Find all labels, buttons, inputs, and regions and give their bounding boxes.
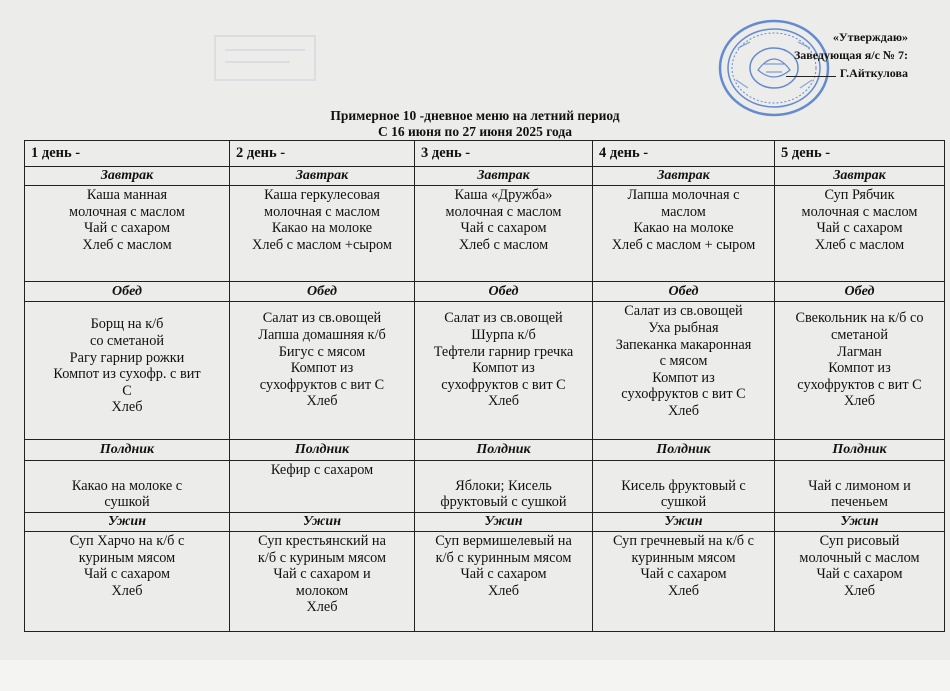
menu-item: Хлеб (487, 393, 520, 410)
lunch-items-row (25, 302, 945, 440)
lunch-label-3: Обед (415, 282, 593, 302)
menu-item: Лагман (837, 343, 882, 360)
snack-label-4: Полдник (593, 440, 775, 460)
menu-item: Чай с сахаром (460, 566, 547, 583)
approver-name: Г.Айткулова (839, 66, 908, 80)
menu-item: сухофруктов с вит С (441, 376, 566, 393)
menu-item: Хлеб (306, 599, 338, 616)
breakfast-items-row (25, 186, 945, 282)
menu-item: сушкой (104, 494, 150, 511)
day-header-1: 1 день - (25, 141, 230, 167)
menu-item: Компот из (290, 360, 354, 377)
snack-items-day-5 (775, 460, 945, 512)
dinner-items-row (25, 531, 945, 631)
menu-item: Свекольник на к/б со (795, 310, 924, 327)
document-title (0, 108, 950, 140)
faded-stamp-icon (210, 28, 320, 88)
menu-item: Лапша молочная с (627, 187, 740, 204)
dinner-label-2: Ужин (230, 512, 415, 531)
menu-item: Хлеб с маслом + сыром (611, 236, 756, 253)
dinner-label-5: Ужин (775, 512, 945, 531)
menu-item: Суп Рябчик (824, 187, 895, 204)
menu-item: Кефир с сахаром (270, 461, 374, 478)
breakfast-items-day-5 (775, 186, 945, 282)
menu-item: Хлеб (111, 399, 143, 416)
breakfast-label-1: Завтрак (25, 167, 230, 186)
approval-block (786, 28, 908, 82)
menu-item: молочный с маслом (799, 549, 920, 566)
menu-item: Суп крестьянский на (258, 532, 386, 549)
menu-item: Хлеб (843, 582, 876, 599)
menu-item: Хлеб с маслом (458, 236, 549, 253)
menu-item: Салат из св.овощей (262, 310, 382, 327)
snack-items-row (25, 460, 945, 512)
menu-item: Компот из (472, 360, 535, 377)
menu-item: со сметаной (89, 333, 165, 350)
menu-item: Хлеб (111, 582, 143, 599)
approver-position: Заведующая я/с № 7: (793, 48, 908, 62)
menu-item: Компот из сухофр. с вит (53, 366, 201, 383)
lunch-label-5: Обед (775, 282, 945, 302)
menu-item: Чай с сахаром (816, 566, 903, 583)
dinner-items-day-5 (775, 531, 945, 631)
day-header-2: 2 день - (230, 141, 415, 167)
menu-item: Хлеб с маслом (82, 236, 172, 253)
menu-item (233, 478, 411, 495)
menu-item: С (122, 382, 132, 399)
snack-items-day-4 (593, 460, 775, 512)
breakfast-items-day-4 (593, 186, 775, 282)
menu-item: Какао на молоке с (71, 477, 183, 494)
breakfast-label-5: Завтрак (775, 167, 945, 186)
lunch-items-day-1 (25, 302, 230, 440)
menu-item: к/б с куриным мясом (257, 549, 387, 566)
dinner-label-1: Ужин (25, 512, 230, 531)
menu-item: Бигус с мясом (278, 343, 366, 360)
menu-item: Салат из св.овощей (624, 303, 743, 320)
menu-item: молочная с маслом (801, 203, 918, 220)
lunch-label-4: Обед (593, 282, 775, 302)
snack-label-5: Полдник (775, 440, 945, 460)
menu-item: Хлеб (306, 393, 338, 410)
page-bottom-margin (0, 660, 950, 691)
menu-item: Чай с сахаром (816, 220, 903, 237)
menu-item: Хлеб с маслом (814, 236, 905, 253)
menu-item: фруктовый с сушкой (440, 494, 567, 511)
menu-item: к/б с куринным мясом (435, 549, 572, 566)
breakfast-label-4: Завтрак (593, 167, 775, 186)
menu-item: молочная с маслом (445, 203, 562, 220)
lunch-items-day-2 (230, 302, 415, 440)
breakfast-label-3: Завтрак (415, 167, 593, 186)
menu-item: Чай с сахаром (460, 220, 547, 237)
menu-item: Суп Харчо на к/б с (69, 532, 185, 549)
menu-item: маслом (661, 203, 706, 220)
menu-item: сушкой (660, 494, 707, 511)
menu-item: Суп рисовый (819, 532, 900, 549)
breakfast-items-day-2 (230, 186, 415, 282)
menu-item: Чай с сахаром (83, 220, 171, 237)
menu-item: Чай с сахаром (83, 566, 171, 583)
menu-item: Уха рыбная (648, 320, 719, 337)
menu-item: Салат из св.овощей (444, 310, 563, 327)
lunch-items-day-3 (415, 302, 593, 440)
lunch-label-1: Обед (25, 282, 230, 302)
signature-underline (786, 76, 836, 77)
approver-signature-line (786, 64, 908, 82)
snack-label-3: Полдник (415, 440, 593, 460)
menu-item: Каша манная (86, 187, 168, 204)
day-header-3: 3 день - (415, 141, 593, 167)
lunch-label-2: Обед (230, 282, 415, 302)
dinner-items-day-3 (415, 531, 593, 631)
breakfast-items-day-1 (25, 186, 230, 282)
snack-label-2: Полдник (230, 440, 415, 460)
menu-item: Хлеб (667, 402, 700, 419)
lunch-header-row (25, 282, 945, 302)
day-header-row (25, 141, 945, 167)
menu-item: сметаной (831, 327, 888, 344)
menu-item: Хлеб (667, 582, 700, 599)
menu-item: Чай с лимоном и (808, 477, 911, 494)
menu-item: молочная с маслом (69, 203, 185, 220)
snack-header-row (25, 440, 945, 460)
menu-item: Кисель фруктовый с (621, 477, 746, 494)
menu-item: Рагу гарнир рожки (69, 349, 185, 366)
menu-item: куринным мясом (631, 549, 736, 566)
title-line-2: С 16 июня по 27 июня 2025 года (378, 123, 572, 139)
menu-item: Каша геркулесовая (264, 187, 380, 204)
menu-item: Запеканка макаронная (615, 336, 752, 353)
menu-item: молочная с маслом (264, 203, 380, 220)
dinner-items-day-2 (230, 531, 415, 631)
menu-item: Компот из (828, 360, 891, 377)
menu-item: Суп гречневый на к/б с (612, 532, 754, 549)
snack-items-day-2 (230, 460, 415, 512)
title-line-1: Примерное 10 -дневное меню на летний период (330, 108, 620, 123)
snack-items-day-3 (415, 460, 593, 512)
menu-item: сухофруктов с вит С (797, 376, 922, 393)
menu-item: Хлеб с маслом +сыром (252, 236, 392, 253)
day-header-4: 4 день - (593, 141, 775, 167)
menu-item: Тефтели гарнир гречка (433, 343, 574, 360)
menu-item: куриным мясом (78, 549, 176, 566)
breakfast-header-row (25, 167, 945, 186)
snack-items-day-1 (25, 460, 230, 512)
menu-item: Лапша домашняя к/б (258, 327, 386, 344)
lunch-items-day-4 (593, 302, 775, 440)
approval-caption: «Утверждаю» (832, 30, 908, 44)
menu-item: с мясом (659, 353, 708, 370)
breakfast-items-day-3 (415, 186, 593, 282)
menu-item: печеньем (831, 494, 888, 511)
dinner-header-row (25, 512, 945, 531)
menu-item: сухофруктов с вит С (259, 376, 385, 393)
menu-item: Хлеб (843, 393, 876, 410)
menu-item: молоком (295, 582, 349, 599)
menu-item: сухофруктов с вит С (621, 386, 746, 403)
menu-item: Каша «Дружба» (454, 187, 553, 204)
snack-label-1: Полдник (25, 440, 230, 460)
menu-item: Хлеб (487, 582, 520, 599)
dinner-items-day-1 (25, 531, 230, 631)
lunch-items-day-5 (775, 302, 945, 440)
menu-item: Шурпа к/б (471, 327, 536, 344)
menu-item: Суп вермишелевый на (435, 532, 572, 549)
day-header-5: 5 день - (775, 141, 945, 167)
dinner-label-4: Ужин (593, 512, 775, 531)
dinner-items-day-4 (593, 531, 775, 631)
menu-item: Какао на молоке (271, 220, 373, 237)
menu-item: Чай с сахаром и (273, 566, 371, 583)
breakfast-label-2: Завтрак (230, 167, 415, 186)
menu-item: Какао на молоке (633, 220, 734, 237)
menu-item: Яблоки; Кисель (455, 477, 552, 494)
dinner-label-3: Ужин (415, 512, 593, 531)
menu-item: Борщ на к/б (90, 316, 164, 333)
menu-table (24, 140, 945, 632)
menu-item: Компот из (652, 369, 715, 386)
menu-item: Чай с сахаром (640, 566, 727, 583)
